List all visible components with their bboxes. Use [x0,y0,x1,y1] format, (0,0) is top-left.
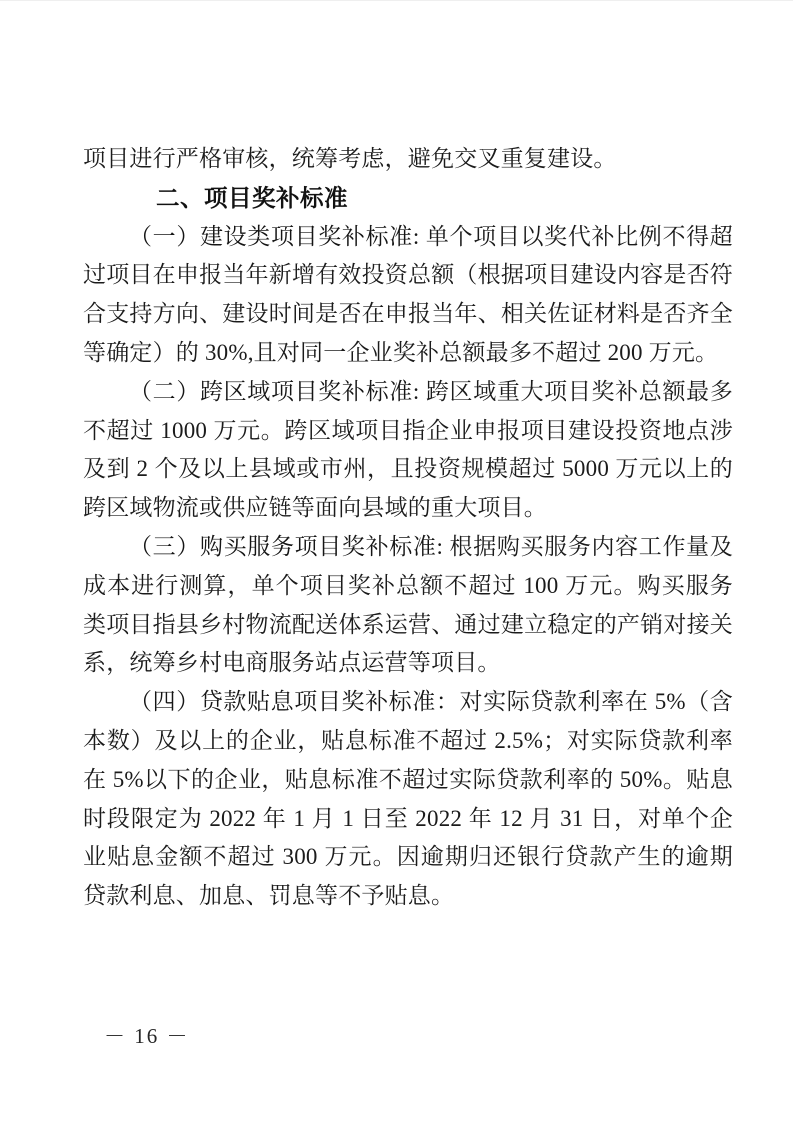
item-4-body: 对实际贷款利率在 5%（含本数）及以上的企业，贴息标准不超过 2.5%；对实际贷款利率在 5%以下的企业，贴息标准不超过实际贷款利率的 50%。贴息时段限定为 2022 年 1 月 1 日至 2022 年 12 月 31 日，对单个企业贴息金额不超过 300 万元。因逾期归还银行贷款产生的逾期贷款利息、加息、罚息等不予贴息。 [83,689,733,909]
paragraph-item-construction [83,218,733,373]
item-3-body: 根据购买服务内容工作量及成本进行测算，单个项目奖补总额不超过 100 万元。购买服务类项目指县乡村物流配送体系运营、通过建立稳定的产销对接关系，统筹乡村电商服务站点运营等项目。 [83,533,733,676]
item-1-body: 单个项目以奖代补比例不得超过项目在申报当年新增有效投资总额（根据项目建设内容是否符合支持方向、建设时间是否在申报当年、相关佐证材料是否齐全等确定）的 30%,且对同一企业奖补总额最多不超过 200 万元。 [83,223,733,365]
section-heading: 二、项目奖补标准 [156,184,348,211]
item-1-lead: （一）建设类项目奖补标准: [129,223,420,249]
item-2-body: 跨区域重大项目奖补总额最多不超过 1000 万元。跨区域项目指企业申报项目建设投资地点涉及到 2 个及以上县域或市州，且投资规模超过 5000 万元以上的跨区域物流或供应链等面向县域的重大项目。 [83,378,733,521]
item-2-lead: （二）跨区域项目奖补标准: [129,378,420,404]
paragraph-item-purchased-services [83,528,733,683]
paragraph-item-loan-interest-subsidy [83,683,733,916]
paragraph-continuation: 项目进行严格审核，统筹考虑，避免交叉重复建设。 [83,146,617,171]
item-4-lead: （四）贷款贴息项目奖补标准： [129,689,460,715]
page-number: － 16 － [104,1024,190,1048]
paragraph-item-cross-region [83,373,733,528]
document-body [83,140,733,916]
item-3-lead: （三）购买服务项目奖补标准: [129,533,444,559]
